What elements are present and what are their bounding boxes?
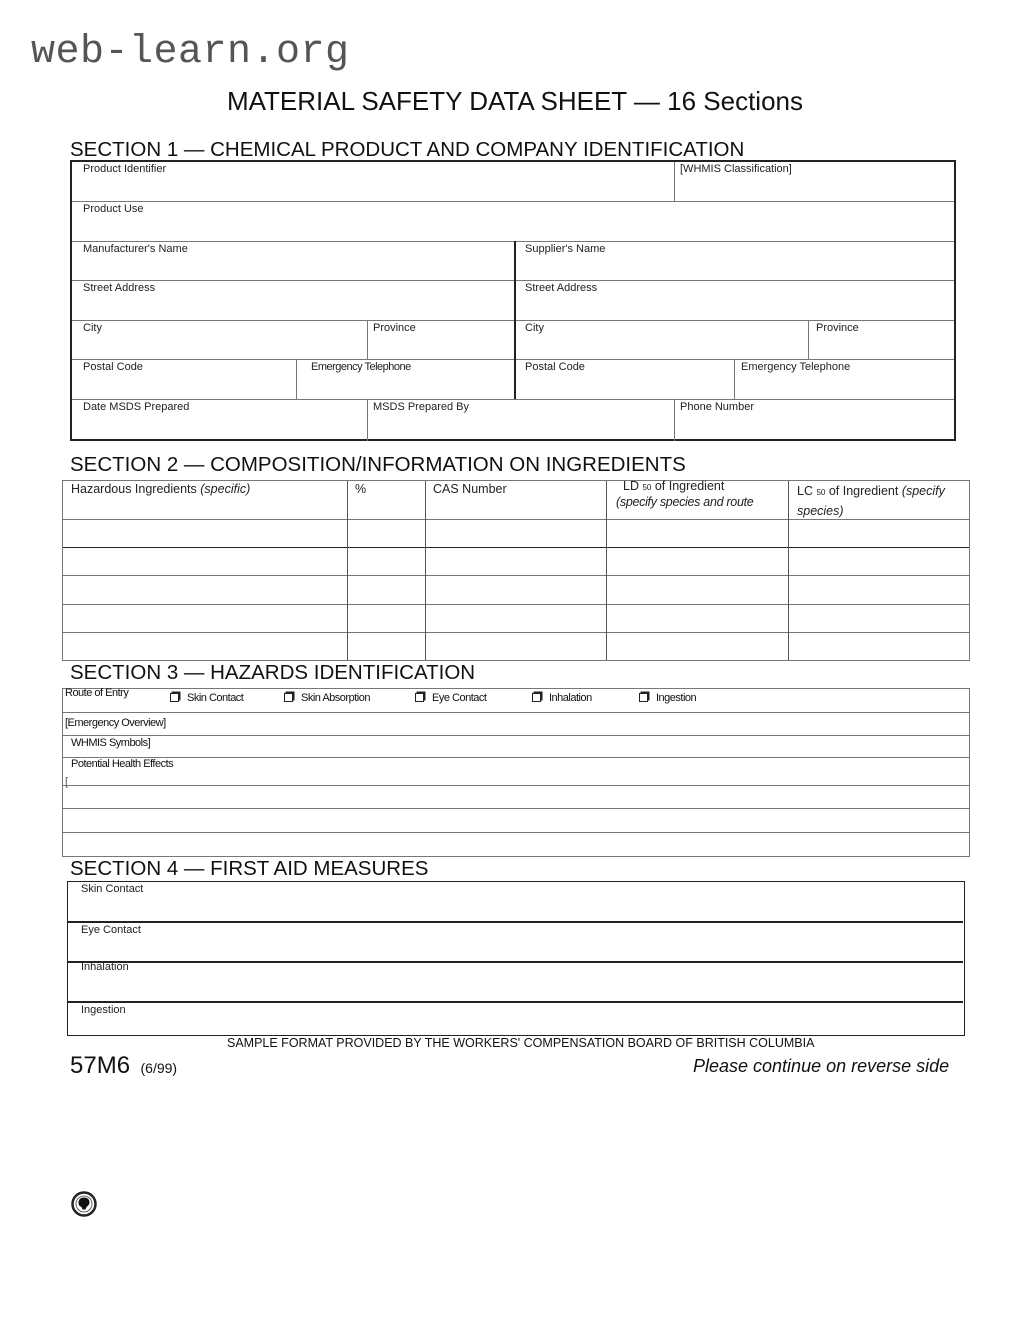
product-identifier-field[interactable] (72, 162, 674, 201)
product-identifier-label: Product Identifier (83, 163, 167, 175)
manufacturer-province-label: Province (373, 322, 416, 334)
whmis-symbols-label: WHMIS Symbols] (71, 737, 151, 749)
first-aid-inhalation-field[interactable] (68, 963, 963, 1001)
health-effects-line[interactable] (63, 833, 969, 856)
lc50-note-cont: species) (797, 504, 844, 518)
cas-cell[interactable] (426, 605, 607, 632)
lc50-title (797, 482, 945, 502)
phone-number-field[interactable] (675, 400, 954, 439)
column-header-ingredients (71, 482, 250, 496)
health-effects-line[interactable] (63, 786, 969, 808)
manufacturer-emergency-phone-label: Emergency Telephone (311, 361, 411, 373)
ld50-cell[interactable] (607, 605, 789, 632)
checkbox-icon (170, 693, 179, 702)
cas-cell[interactable] (426, 520, 607, 547)
manufacturer-street-field[interactable] (72, 281, 514, 320)
column-header-cas: CAS Number (433, 482, 507, 496)
supplier-name-label: Supplier's Name (525, 243, 606, 255)
whmis-classification-field[interactable] (675, 162, 954, 201)
potential-health-effects-field[interactable] (63, 758, 969, 788)
lc-note: (specify (901, 484, 945, 498)
route-label: Ingestion (656, 692, 697, 704)
cas-cell[interactable] (426, 576, 607, 604)
ingredient-cell[interactable] (63, 576, 348, 604)
ingredient-cell[interactable] (63, 520, 348, 547)
supplier-emergency-phone-field[interactable] (735, 360, 954, 399)
percent-cell[interactable] (348, 548, 426, 575)
first-aid-eye-contact-label: Eye Contact (81, 924, 141, 936)
ld50-note: (specify species and route (616, 495, 754, 509)
manufacturer-province-field[interactable] (368, 321, 514, 359)
checkbox-icon (532, 693, 541, 702)
supplier-emergency-phone-label: Emergency Telephone (741, 361, 851, 373)
cas-cell[interactable] (426, 548, 607, 575)
phone-number-label: Phone Number (680, 401, 754, 413)
section4-heading: SECTION 4 — FIRST AID MEASURES (70, 857, 429, 880)
product-use-field[interactable] (72, 202, 954, 241)
table-row (63, 520, 969, 547)
supplier-street-field[interactable] (516, 281, 954, 320)
checkbox-icon (284, 693, 293, 702)
sample-format-note: SAMPLE FORMAT PROVIDED BY THE WORKERS' COMPENSATION BOARD OF BRITISH COLUMBIA (227, 1036, 815, 1050)
manufacturer-postal-label: Postal Code (83, 361, 143, 373)
ld50-cell[interactable] (607, 548, 789, 575)
supplier-city-field[interactable] (516, 321, 808, 359)
percent-cell[interactable] (348, 520, 426, 547)
manufacturer-name-field[interactable] (72, 242, 514, 280)
section2-heading: SECTION 2 — COMPOSITION/INFORMATION ON INGREDIENTS (70, 453, 686, 476)
recycled-paper-seal-icon (71, 1191, 97, 1217)
percent-cell[interactable] (348, 633, 426, 660)
column-header-percent: % (355, 482, 367, 496)
prepared-by-field[interactable] (368, 400, 674, 439)
ingredient-cell[interactable] (63, 605, 348, 632)
supplier-province-field[interactable] (809, 321, 954, 359)
watermark: web-learn.org (31, 30, 350, 75)
manufacturer-street-label: Street Address (83, 282, 156, 294)
lc50-cell[interactable] (789, 576, 969, 604)
ld-prefix: LD (623, 479, 643, 493)
column-header-note: (specific) (200, 482, 251, 496)
lc-suffix: of Ingredient (825, 484, 902, 498)
route-checkbox-skin-absorption[interactable] (284, 692, 370, 704)
form-number: 57M6 (70, 1052, 131, 1079)
ld50-cell[interactable] (607, 576, 789, 604)
continue-note: Please continue on reverse side (693, 1056, 950, 1076)
health-effects-line[interactable] (63, 809, 969, 832)
first-aid-form (67, 881, 965, 1036)
ingredient-cell[interactable] (63, 633, 348, 660)
ld50-title (623, 479, 753, 495)
route-label: Skin Absorption (301, 692, 370, 704)
page-title: MATERIAL SAFETY DATA SHEET — 16 Sections (226, 86, 804, 116)
date-prepared-label: Date MSDS Prepared (83, 401, 190, 413)
cas-cell[interactable] (426, 633, 607, 660)
lc50-cell[interactable] (789, 605, 969, 632)
emergency-overview-field[interactable] (63, 713, 969, 735)
section1-form (70, 160, 956, 441)
checkbox-icon (639, 693, 648, 702)
table-row (63, 548, 969, 575)
lc50-cell[interactable] (789, 520, 969, 547)
manufacturer-postal-field[interactable] (72, 360, 296, 399)
column-header-lc50 (797, 482, 945, 520)
lc-prefix: LC (797, 484, 817, 498)
bracket-mark: [ (65, 776, 68, 788)
first-aid-ingestion-field[interactable] (68, 1003, 963, 1034)
hazards-form (62, 688, 970, 857)
ld-suffix: of Ingredient (651, 479, 725, 493)
form-number-block (70, 1052, 177, 1080)
route-label: Eye Contact (432, 692, 487, 704)
route-checkbox-inhalation[interactable] (532, 692, 592, 704)
manufacturer-name-label: Manufacturer's Name (83, 243, 188, 255)
percent-cell[interactable] (348, 605, 426, 632)
percent-cell[interactable] (348, 576, 426, 604)
ingredients-table (62, 480, 970, 661)
ld50-cell[interactable] (607, 633, 789, 660)
ingredient-cell[interactable] (63, 548, 348, 575)
table-row (63, 633, 969, 660)
route-checkbox-skin-contact[interactable] (170, 692, 243, 704)
product-use-label: Product Use (83, 203, 144, 215)
seal-icon-graphic (71, 1191, 97, 1217)
supplier-postal-field[interactable] (516, 360, 734, 399)
first-aid-skin-contact-label: Skin Contact (81, 883, 144, 895)
table-row (63, 576, 969, 604)
section3-heading: SECTION 3 — HAZARDS IDENTIFICATION (70, 661, 476, 684)
first-aid-skin-contact-field[interactable] (68, 882, 963, 921)
ld50-cell[interactable] (607, 520, 789, 547)
section1-heading: SECTION 1 — CHEMICAL PRODUCT AND COMPANY IDENTIFICATION (70, 138, 745, 161)
first-aid-eye-contact-field[interactable] (68, 923, 963, 961)
route-label: Inhalation (549, 692, 592, 704)
route-label: Skin Contact (187, 692, 244, 704)
whmis-classification-label: [WHMIS Classification] (680, 163, 792, 175)
supplier-city-label: City (525, 322, 544, 334)
prepared-by-label: MSDS Prepared By (373, 401, 469, 413)
manufacturer-city-label: City (83, 322, 102, 334)
first-aid-ingestion-label: Ingestion (81, 1004, 126, 1016)
column-header-text: Hazardous Ingredients (71, 482, 201, 496)
supplier-name-field[interactable] (516, 242, 954, 280)
checkbox-icon (415, 693, 424, 702)
manufacturer-city-field[interactable] (72, 321, 367, 359)
potential-health-effects-label: Potential Health Effects (71, 758, 174, 770)
lc50-cell[interactable] (789, 548, 969, 575)
supplier-province-label: Province (816, 322, 859, 334)
table-row (63, 605, 969, 632)
first-aid-inhalation-label: Inhalation (81, 961, 129, 973)
ld-subscript: 50 (642, 483, 652, 492)
manufacturer-emergency-phone-field[interactable] (297, 360, 514, 399)
whmis-symbols-field[interactable] (63, 736, 969, 757)
route-of-entry-label: Route of Entry (65, 687, 129, 699)
lc-subscript: 50 (816, 488, 826, 497)
emergency-overview-label: [Emergency Overview] (65, 717, 166, 729)
route-checkbox-ingestion[interactable] (639, 692, 696, 704)
lc50-cell[interactable] (789, 633, 969, 660)
form-date: (6/99) (140, 1060, 178, 1076)
date-prepared-field[interactable] (72, 400, 367, 439)
supplier-street-label: Street Address (525, 282, 598, 294)
column-header-ld50 (616, 479, 754, 510)
route-checkbox-eye-contact[interactable] (415, 692, 486, 704)
supplier-postal-label: Postal Code (525, 361, 585, 373)
